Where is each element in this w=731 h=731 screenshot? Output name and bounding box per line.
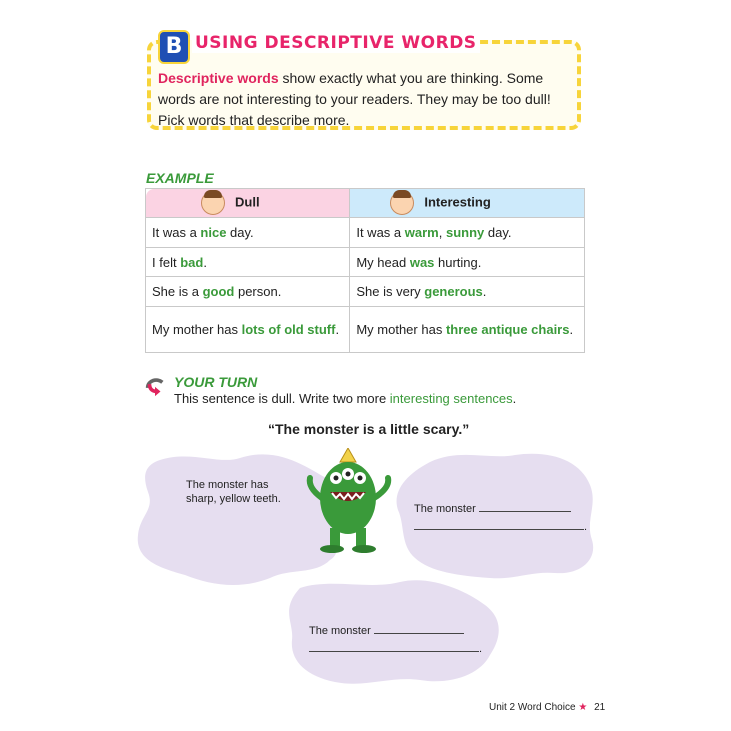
cell-text: My mother has — [152, 322, 242, 337]
your-turn-instruction — [174, 391, 516, 406]
page-number: 21 — [594, 702, 606, 713]
green-monster-illustration — [300, 448, 400, 558]
happy-face-icon — [390, 191, 414, 215]
dull-cell — [146, 277, 350, 307]
period-text: . — [479, 643, 483, 655]
dull-sentence-quote: “The monster is a little scary.” — [268, 421, 470, 437]
cell-text: My head — [356, 254, 410, 270]
answer-blank[interactable] — [414, 529, 584, 530]
cell-text: , — [438, 225, 446, 240]
dull-cell — [146, 307, 350, 353]
answer-blank[interactable] — [374, 633, 464, 634]
cell-highlight: three antique chairs — [445, 322, 570, 337]
header-interesting-label: Interesting — [424, 194, 491, 210]
cell-highlight: was — [409, 254, 435, 270]
interesting-cell — [350, 218, 585, 248]
instruction-text: This sentence is dull. Write two more — [174, 391, 390, 406]
cell-text: . — [569, 322, 574, 337]
cell-text: It was a — [152, 225, 201, 240]
period-text: . — [584, 521, 588, 533]
cell-text: My mother has — [356, 322, 446, 337]
page-footer — [489, 702, 605, 713]
right-splash — [397, 454, 594, 579]
interesting-cell — [350, 248, 585, 277]
cell-text: It was a — [356, 225, 405, 240]
curved-arrow-icon — [144, 375, 166, 397]
sample-answer — [186, 478, 281, 506]
cell-highlight: lots of old stuff — [241, 322, 336, 337]
header-interesting — [350, 189, 585, 218]
section-title: USING DESCRIPTIVE WORDS — [192, 33, 480, 53]
cell-text: day. — [226, 225, 254, 240]
answer-blank[interactable] — [479, 511, 571, 512]
cell-highlight: warm — [404, 225, 439, 240]
interesting-cell — [350, 307, 585, 353]
cell-highlight: good — [202, 284, 235, 299]
cell-highlight: sunny — [445, 225, 485, 240]
cell-text: . — [203, 254, 207, 270]
answer-line-right — [414, 521, 587, 533]
cell-text: I felt — [152, 254, 181, 270]
cell-text: . — [335, 322, 340, 337]
section-badge: B — [158, 30, 190, 64]
star-icon: ★ — [578, 702, 588, 713]
instruction-text: . — [512, 391, 517, 406]
cell-text: day. — [484, 225, 512, 240]
table-row — [146, 248, 585, 277]
answer-line-bottom — [309, 643, 482, 655]
your-turn-label: YOUR TURN — [174, 374, 258, 390]
example-label: EXAMPLE — [146, 170, 214, 186]
answer-blank[interactable] — [309, 651, 479, 652]
table-header-row — [146, 189, 585, 218]
sample-answer-line: sharp, yellow teeth. — [186, 493, 281, 505]
sample-answer-line: The monster has — [186, 479, 269, 491]
cell-highlight: nice — [200, 225, 227, 240]
dull-cell — [146, 248, 350, 277]
footer-unit: Unit 2 Word Choice — [489, 702, 576, 713]
cell-highlight: generous — [424, 284, 483, 299]
cell-text: hurting. — [434, 254, 482, 270]
table-row — [146, 277, 585, 307]
cell-text: She is very — [356, 284, 425, 299]
header-dull — [146, 189, 350, 218]
dull-cell — [146, 218, 350, 248]
table-row — [146, 307, 585, 353]
prompt-text: The monster — [414, 503, 476, 515]
prompt-text: The monster — [309, 625, 371, 637]
cell-text: . — [482, 284, 487, 299]
table-row — [146, 218, 585, 248]
cell-highlight: bad — [180, 254, 204, 270]
answer-prompt-right — [414, 503, 571, 515]
bored-face-icon — [201, 191, 225, 215]
cell-text: She is a — [152, 284, 203, 299]
intro-highlight: Descriptive words — [158, 70, 279, 86]
header-dull-label: Dull — [235, 194, 260, 210]
interesting-cell — [350, 277, 585, 307]
cell-text: person. — [234, 284, 282, 299]
answer-prompt-bottom — [309, 625, 464, 637]
intro-rest: show exactly what you are thinking. Some words are not interesting to your readers. They may be too dull! Pick words that describe more. — [158, 70, 551, 128]
instruction-highlight: interesting sentences — [389, 391, 513, 406]
intro-text — [158, 68, 578, 131]
example-table — [145, 188, 585, 353]
